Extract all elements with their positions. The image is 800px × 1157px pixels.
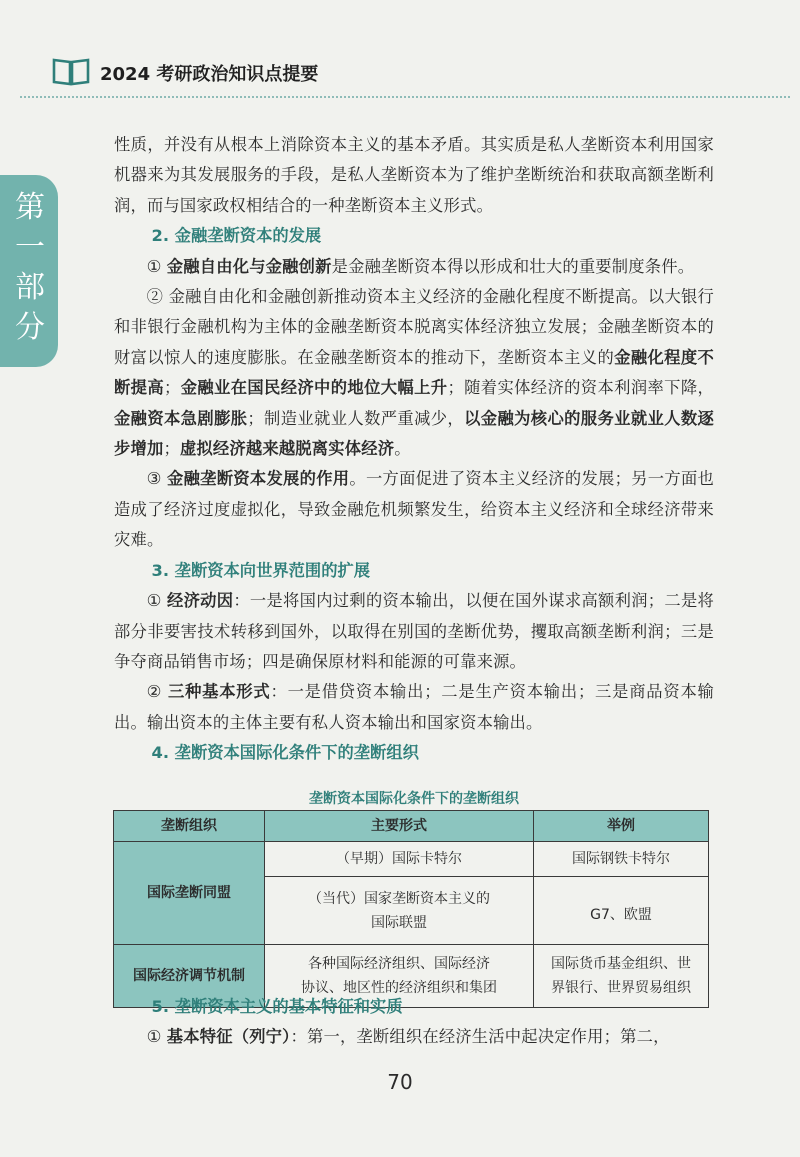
key-term: 三种基本形式 [167, 682, 271, 702]
paragraph-text: ：一是将国内过剩的资本输出，以便在国外谋求高额利润；二是将部分非要害技术转移到国外，以取得在别国的垄断优势，攫取高额垄断利润；三是争夺商品销售市场；四是确保原材料和能源的可靠来源。 [114, 591, 715, 671]
section-heading-3: 3. 垄断资本向世界范围的扩展 [151, 560, 371, 580]
table-row [114, 842, 709, 877]
paragraph-text: ：一是借贷资本输出；二是生产资本输出；三是商品资本输出。输出资本的主体主要有私人资本输出和国家资本输出。 [114, 682, 715, 732]
section-heading-4: 4. 垄断资本国际化条件下的垄断组织 [151, 743, 419, 763]
cell-line: 国际联盟 [371, 914, 427, 931]
paragraph-text: 。一方面促进了资本主义经济的发展；另一方面也造成了经济过度虚拟化，导致金融危机频繁发生，给资本主义经济和全球经济带来灾难。 [114, 469, 715, 550]
paragraph-3-2 [114, 677, 714, 738]
content-after-table [114, 992, 714, 1053]
key-term: 以金融为核心的服务业就业人数逐步增加 [114, 408, 714, 459]
key-term: 金融自由化与金融创新 [166, 256, 332, 276]
paragraph-text: ：第一，垄断组织在经济生活中起决定作用；第二， [290, 1027, 670, 1047]
example-cell: 国际钢铁卡特尔 [534, 842, 709, 877]
monopoly-organization-table [113, 810, 709, 1008]
header-title: 2024 考研政治知识点提要 [100, 64, 319, 85]
page-number: 70 [387, 1070, 413, 1094]
key-term: 金融业在国民经济中的地位大幅上升 [180, 378, 448, 398]
key-term: 金融资本急剧膨胀 [114, 408, 248, 428]
paragraph-2-2 [114, 282, 714, 464]
paragraph-text: 金融自由化和金融创新推动资本主义经济的金融化程度不断提高。以大银行和非银行金融机构为主体的金融垄断资本脱离实体经济独立发展；金融垄断资本的财富以惊人的速度膨胀。在金融垄断资本的推动下，垄断资本主义的 [114, 287, 714, 367]
paragraph-text: 。 [394, 439, 411, 459]
side-tab-label: 第一部分 [15, 190, 45, 345]
org-name-cell: 国际垄断同盟 [114, 842, 265, 945]
key-term: 金融垄断资本发展的作用 [166, 469, 350, 489]
cell-line: （当代）国家垄断资本主义的 [308, 890, 490, 907]
form-cell [265, 877, 534, 945]
org-name-cell: 国际经济调节机制 [114, 945, 265, 1008]
paragraph-5-1 [114, 1022, 714, 1052]
paragraph-text: ；制造业就业人数严重减少， [247, 408, 465, 428]
key-term: 金融化程度不断提高 [114, 347, 714, 398]
cell-line: 界银行、世界贸易组织 [551, 980, 691, 996]
key-term: 虚拟经济越来越脱离实体经济 [179, 439, 395, 459]
paragraph-text: ； [164, 378, 181, 398]
item-number: ③ [146, 469, 162, 489]
section-heading-5: 5. 垄断资本主义的基本特征和实质 [151, 997, 403, 1016]
intro-paragraph: 性质，并没有从根本上消除资本主义的基本矛盾。其实质是私人垄断资本利用国家机器来为其发展服务的手段，是私人垄断资本为了维护垄断统治和获取高额垄断利润，而与国家政权相结合的一种垄断资本主义形式。 [114, 135, 714, 215]
paragraph-text: ； [163, 439, 180, 459]
main-content [114, 130, 714, 769]
paragraph-text: 是金融垄断资本得以形成和壮大的重要制度条件。 [331, 256, 695, 276]
cell-line: 国际货币基金组织、世 [551, 956, 691, 972]
cell-line: 协议、地区性的经济组织和集团 [301, 980, 497, 996]
page-header [0, 0, 800, 100]
item-number: ② [146, 682, 162, 702]
paragraph-3-1 [114, 586, 714, 677]
open-book-icon [52, 56, 90, 86]
column-header: 主要形式 [265, 811, 534, 842]
item-number: ① [146, 591, 162, 611]
item-number: ① [146, 1027, 162, 1047]
item-number: ① [146, 256, 162, 276]
key-term: 基本特征（列宁） [166, 1027, 291, 1047]
example-cell: G7、欧盟 [534, 877, 709, 945]
cell-line: 各种国际经济组织、国际经济 [308, 956, 490, 972]
column-header: 垄断组织 [114, 811, 265, 842]
header-divider [20, 96, 790, 98]
item-number: ② [146, 287, 164, 307]
table-caption: 垄断资本国际化条件下的垄断组织 [309, 791, 519, 807]
paragraph-2-3 [114, 464, 714, 555]
key-term: 经济动因 [166, 591, 234, 611]
paragraph-text: ；随着实体经济的资本利润率下降， [447, 378, 714, 398]
column-header: 举例 [534, 811, 709, 842]
paragraph-2-1 [114, 252, 714, 282]
form-cell: （早期）国际卡特尔 [265, 842, 534, 877]
section-heading-2: 2. 金融垄断资本的发展 [151, 226, 322, 246]
table-header-row [114, 811, 709, 842]
